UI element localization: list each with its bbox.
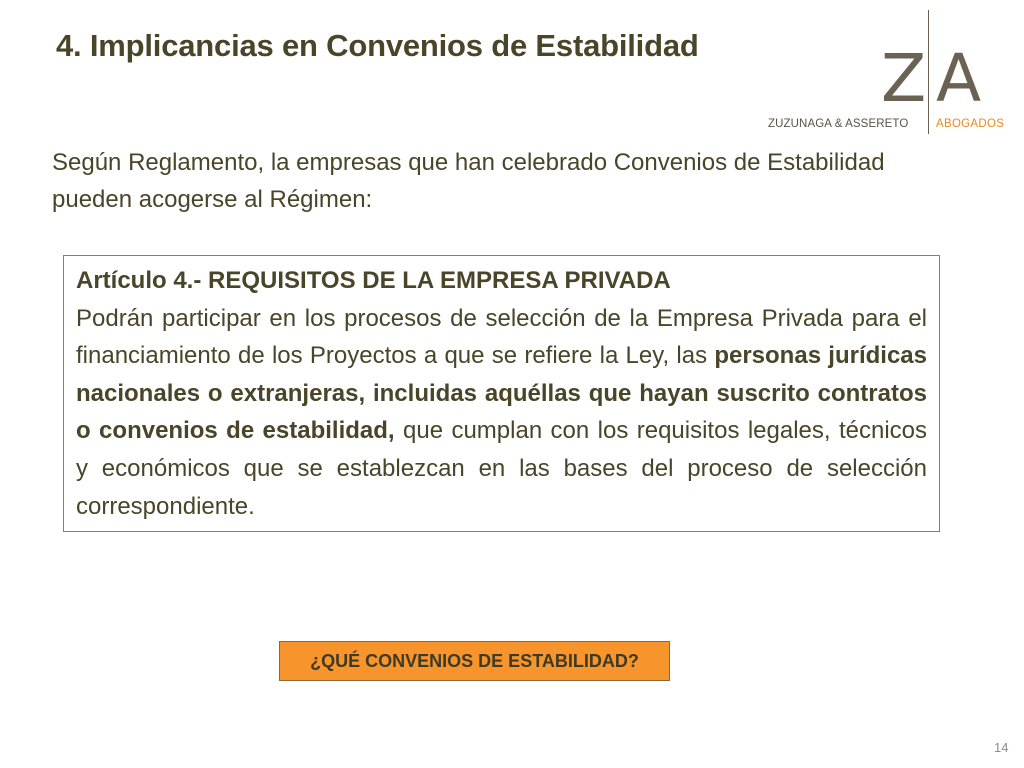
article-body xyxy=(76,300,927,526)
question-button[interactable]: ¿QUÉ CONVENIOS DE ESTABILIDAD? xyxy=(279,641,670,681)
intro-paragraph: Según Reglamento, la empresas que han celebrado Convenios de Estabilidad pueden acogerse al Régimen: xyxy=(52,149,885,213)
firm-logo xyxy=(760,8,1015,138)
article-text-before: Podrán participar en los procesos de selección de la Empresa Privada para el financiamiento de los Proyectos a que se refiere la Ley, las xyxy=(76,304,927,370)
logo-divider xyxy=(928,10,929,134)
logo-letter-a: A xyxy=(936,40,982,117)
article-heading: Artículo 4.- REQUISITOS DE LA EMPRESA PRIVADA xyxy=(76,267,671,294)
article-text-after: que cumplan con los requisitos legales, técnicos y económicos que se establezcan en las bases del proceso de selección correspondiente. xyxy=(76,417,928,520)
logo-firm-name: ZUZUNAGA & ASSERETO xyxy=(768,118,909,130)
page-number: 14 xyxy=(994,740,1009,755)
logo-division: ABOGADOS xyxy=(936,118,1005,130)
logo-letter-z: Z xyxy=(881,40,927,117)
article-text-bold: personas jurídicas nacionales o extranjeras, incluidas aquéllas que hayan suscrito contratos o convenios de estabilidad, xyxy=(76,342,927,445)
article-box xyxy=(63,255,940,532)
slide-title: 4. Implicancias en Convenios de Estabilidad xyxy=(56,28,699,63)
